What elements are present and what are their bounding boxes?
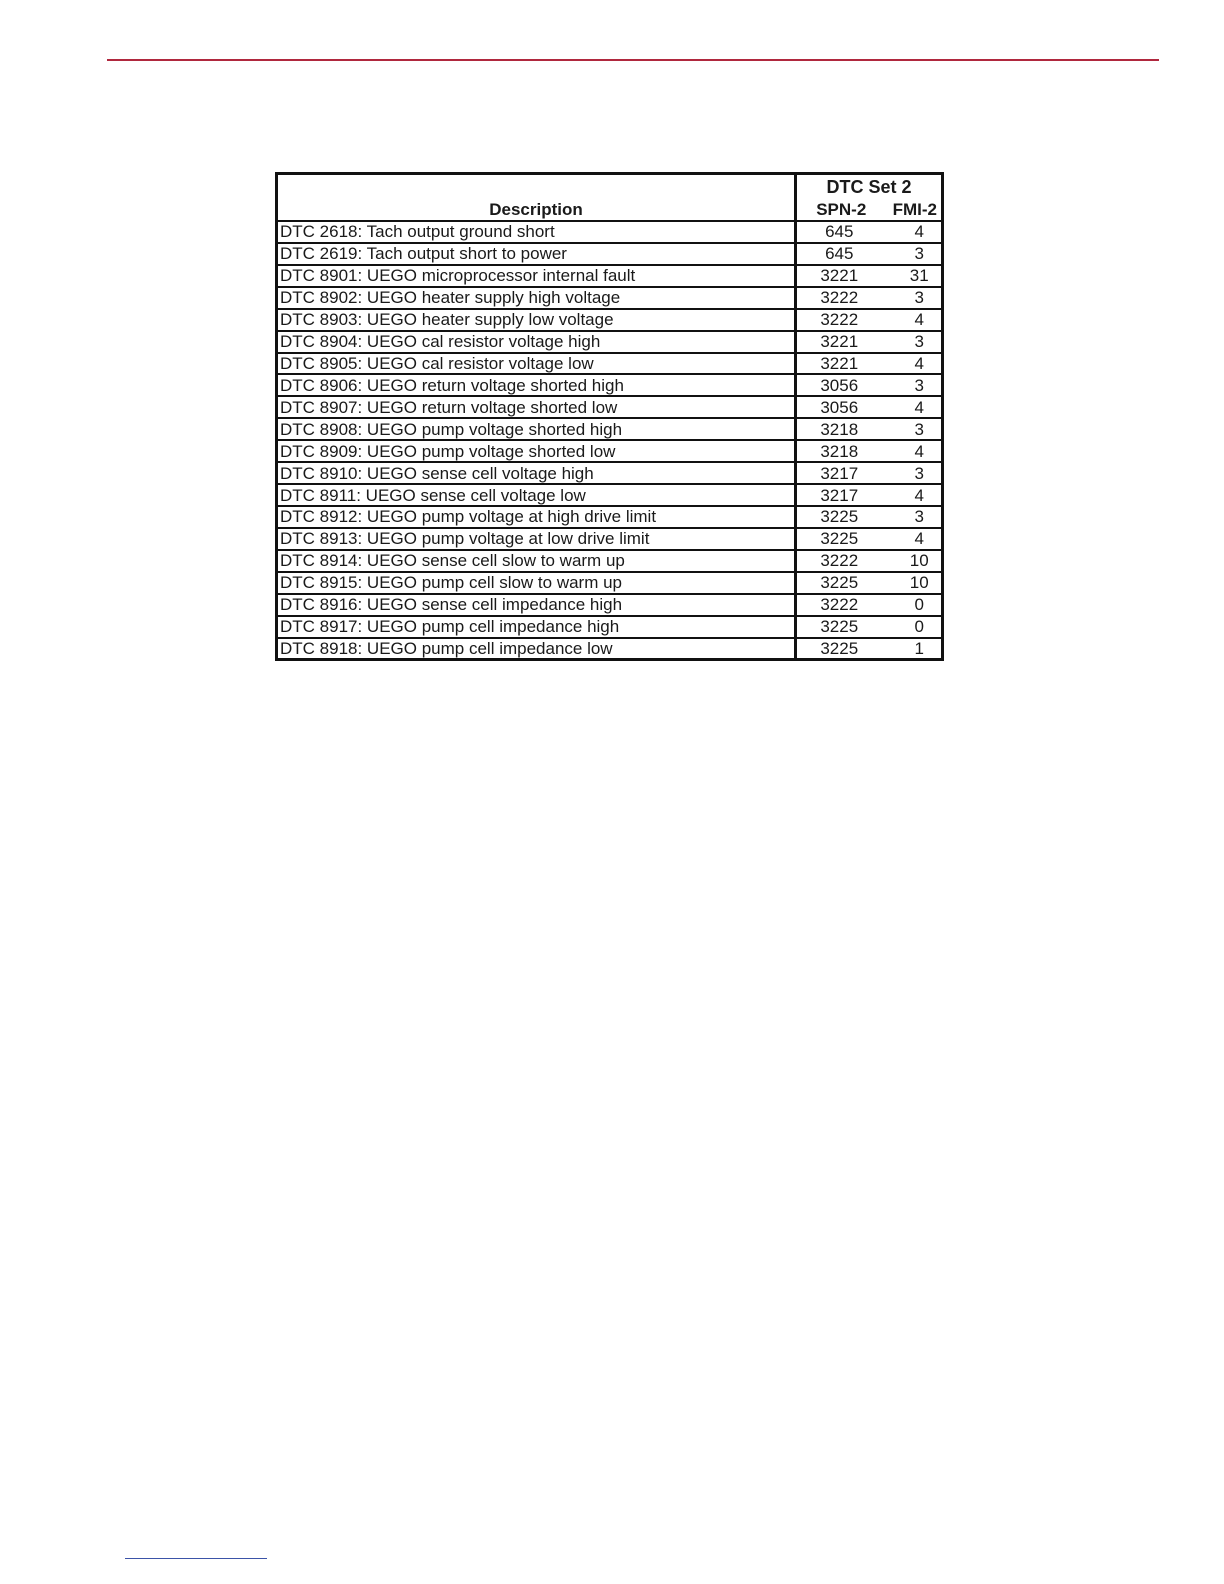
table-row — [277, 572, 943, 594]
description-cell: DTC 8904: UEGO cal resistor voltage high — [277, 331, 796, 353]
table-row — [277, 440, 943, 462]
column-header-fmi: FMI-2 — [882, 199, 943, 221]
description-cell: DTC 8918: UEGO pump cell impedance low — [277, 638, 796, 660]
fmi-cell: 3 — [882, 374, 943, 396]
fmi-cell: 3 — [882, 418, 943, 440]
table-row — [277, 616, 943, 638]
dtc-table — [275, 172, 944, 661]
fmi-cell: 4 — [882, 396, 943, 418]
description-cell: DTC 8902: UEGO heater supply high voltage — [277, 287, 796, 309]
fmi-cell: 4 — [882, 309, 943, 331]
fmi-cell: 3 — [882, 331, 943, 353]
description-cell: DTC 8910: UEGO sense cell voltage high — [277, 462, 796, 484]
table-row — [277, 309, 943, 331]
spn-cell: 3056 — [796, 396, 882, 418]
table-body — [277, 221, 943, 660]
fmi-cell: 4 — [882, 528, 943, 550]
spn-cell: 3222 — [796, 287, 882, 309]
fmi-cell: 10 — [882, 550, 943, 572]
footer-rule — [125, 1558, 267, 1559]
spn-cell: 3218 — [796, 418, 882, 440]
table-row — [277, 484, 943, 506]
fmi-cell: 3 — [882, 287, 943, 309]
description-cell: DTC 8915: UEGO pump cell slow to warm up — [277, 572, 796, 594]
description-cell: DTC 8916: UEGO sense cell impedance high — [277, 594, 796, 616]
table-row — [277, 462, 943, 484]
table-row — [277, 506, 943, 528]
header-rule — [107, 59, 1159, 61]
table-row — [277, 396, 943, 418]
description-cell: DTC 8905: UEGO cal resistor voltage low — [277, 353, 796, 375]
spn-cell: 3225 — [796, 572, 882, 594]
table-row — [277, 353, 943, 375]
description-cell: DTC 2618: Tach output ground short — [277, 221, 796, 243]
table-row — [277, 550, 943, 572]
spn-cell: 3225 — [796, 528, 882, 550]
table-row — [277, 221, 943, 243]
table-row — [277, 265, 943, 287]
description-cell: DTC 2619: Tach output short to power — [277, 243, 796, 265]
description-cell: DTC 8913: UEGO pump voltage at low drive limit — [277, 528, 796, 550]
fmi-cell: 3 — [882, 462, 943, 484]
table-row — [277, 374, 943, 396]
fmi-cell: 31 — [882, 265, 943, 287]
description-cell: DTC 8903: UEGO heater supply low voltage — [277, 309, 796, 331]
spn-cell: 645 — [796, 221, 882, 243]
fmi-cell: 0 — [882, 594, 943, 616]
spn-cell: 3222 — [796, 550, 882, 572]
description-cell: DTC 8917: UEGO pump cell impedance high — [277, 616, 796, 638]
fmi-cell: 4 — [882, 440, 943, 462]
spn-cell: 3217 — [796, 484, 882, 506]
fmi-cell: 3 — [882, 506, 943, 528]
table-row — [277, 331, 943, 353]
description-cell: DTC 8909: UEGO pump voltage shorted low — [277, 440, 796, 462]
description-cell: DTC 8901: UEGO microprocessor internal fault — [277, 265, 796, 287]
fmi-cell: 4 — [882, 221, 943, 243]
table-row — [277, 287, 943, 309]
fmi-cell: 10 — [882, 572, 943, 594]
description-cell: DTC 8911: UEGO sense cell voltage low — [277, 484, 796, 506]
table-row — [277, 528, 943, 550]
description-cell: DTC 8908: UEGO pump voltage shorted high — [277, 418, 796, 440]
spn-cell: 3222 — [796, 594, 882, 616]
spn-cell: 3221 — [796, 331, 882, 353]
column-header-spn: SPN-2 — [796, 199, 882, 221]
spn-cell: 3221 — [796, 265, 882, 287]
spn-cell: 3218 — [796, 440, 882, 462]
fmi-cell: 4 — [882, 353, 943, 375]
fmi-cell: 0 — [882, 616, 943, 638]
column-header-description: Description — [277, 174, 796, 222]
table-row — [277, 418, 943, 440]
table-header — [277, 174, 943, 222]
spn-cell: 3221 — [796, 353, 882, 375]
spn-cell: 3056 — [796, 374, 882, 396]
column-group-header-dtc-set: DTC Set 2 — [826, 176, 912, 197]
spn-cell: 645 — [796, 243, 882, 265]
spn-cell: 3225 — [796, 616, 882, 638]
spn-cell: 3225 — [820, 638, 859, 658]
description-cell: DTC 8906: UEGO return voltage shorted high — [277, 374, 796, 396]
spn-cell: 3217 — [796, 462, 882, 484]
description-cell: DTC 8907: UEGO return voltage shorted low — [277, 396, 796, 418]
spn-cell: 3222 — [796, 309, 882, 331]
table-row — [277, 638, 943, 660]
table-row — [277, 243, 943, 265]
description-cell: DTC 8914: UEGO sense cell slow to warm up — [277, 550, 796, 572]
fmi-cell: 1 — [914, 638, 924, 658]
table-row — [277, 594, 943, 616]
fmi-cell: 4 — [882, 484, 943, 506]
description-cell: DTC 8912: UEGO pump voltage at high drive limit — [277, 506, 796, 528]
fmi-cell: 3 — [882, 243, 943, 265]
spn-cell: 3225 — [796, 506, 882, 528]
